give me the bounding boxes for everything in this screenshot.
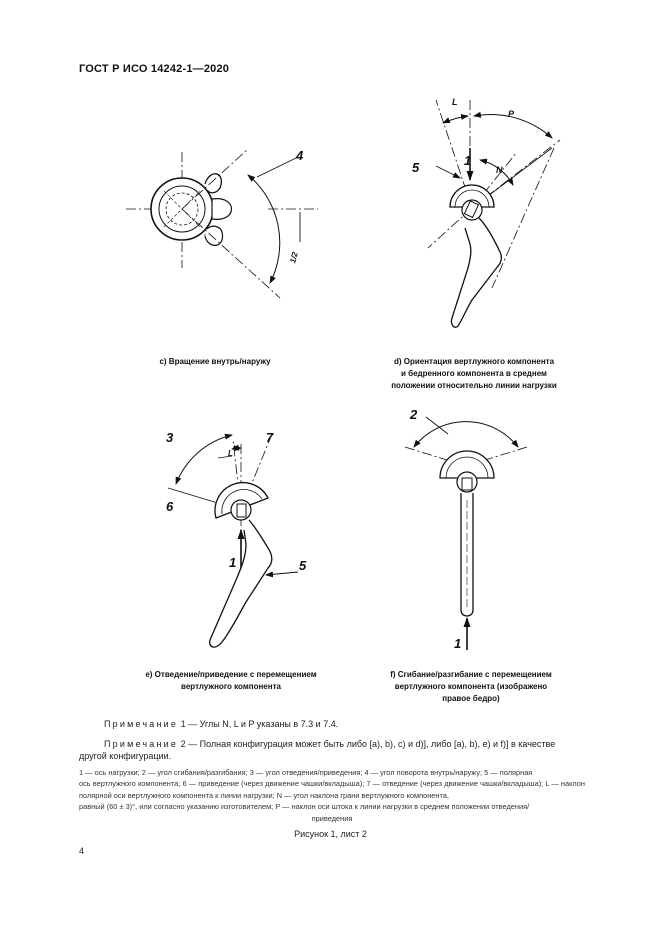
note-1-label: Примечание bbox=[104, 719, 179, 729]
fig-e-label-3: 3 bbox=[166, 430, 174, 445]
legend-line: приведения bbox=[311, 813, 353, 823]
fig-f-label-2: 2 bbox=[410, 407, 418, 422]
note-1 bbox=[104, 718, 338, 730]
fig-e-label-L: L bbox=[228, 449, 233, 458]
note-1-text: 1 — Углы N, L и P указаны в 7.3 и 7.4. bbox=[180, 719, 339, 729]
page-header-title: ГОСТ Р ИСО 14242-1—2020 bbox=[79, 63, 230, 75]
note-2-text: 2 — Полная конфигурация может быть либо [a), b), c) и d)], либо [a), b), e) и f)] в качестве bbox=[180, 739, 556, 749]
figure-e-caption: e) Отведение/приведение с перемещением вертлужного компонента bbox=[145, 670, 317, 691]
figure-c-caption: c) Вращение внутрь/наружу bbox=[159, 357, 271, 366]
fig-e-label-7: 7 bbox=[266, 430, 274, 445]
figure-d-orientation bbox=[428, 100, 560, 327]
note-2-continuation: другой конфигурации. bbox=[79, 751, 172, 761]
figure-e-abduction bbox=[168, 434, 298, 647]
fig-d-label-N: N bbox=[496, 165, 503, 175]
fig-e-label-6: 6 bbox=[166, 499, 174, 514]
legend-line: ось вертлужного компонента; 6 — приведение (через движение чашки/вкладыша); 7 — отведение (через движение чашки/вкладыша); L — наклон полярной оси вертлужного компонента к линии нагрузки; N — угол наклона грани вертлужного компонента, bbox=[79, 779, 585, 800]
note-2-label: Примечание bbox=[104, 739, 179, 749]
page-number: 4 bbox=[79, 846, 85, 856]
legend-line: равный (60 ± 3)°, или согласно указанию изготовителем; P — наклон оси штока к линии нагрузки в среднем положении отведения/ bbox=[79, 802, 530, 812]
figure-c-rotation bbox=[126, 150, 318, 298]
fig-e-label-1: 1 bbox=[229, 555, 237, 570]
fig-d-label-1: 1 bbox=[464, 153, 472, 168]
fig-f-label-1: 1 bbox=[454, 636, 462, 651]
note-2 bbox=[104, 738, 584, 750]
fig-d-label-P: P bbox=[508, 109, 515, 119]
figure-f-flexion bbox=[405, 417, 527, 650]
figure-legend bbox=[79, 767, 585, 824]
figure-caption: Рисунок 1, лист 2 bbox=[294, 829, 367, 839]
figure-f-caption: f) Сгибание/разгибание с перемещением вертлужного компонента (изображено правое бедро) bbox=[390, 670, 552, 703]
fig-d-label-5: 5 bbox=[412, 160, 420, 175]
fig-d-label-L: L bbox=[452, 97, 458, 107]
fig-e-label-5: 5 bbox=[299, 558, 307, 573]
figure-d-caption: d) Ориентация вертлужного компонента и бедренного компонента в среднем положении относительно линии нагрузки bbox=[391, 357, 557, 390]
fig-c-label-half: 1/2 bbox=[288, 251, 300, 265]
legend-line: 1 — ось нагрузки; 2 — угол сгибания/разгибания; 3 — угол отведения/приведения; 4 — угол поворота внутрь/наружу; 5 — полярная bbox=[79, 768, 533, 777]
fig-c-label-4: 4 bbox=[296, 148, 304, 163]
